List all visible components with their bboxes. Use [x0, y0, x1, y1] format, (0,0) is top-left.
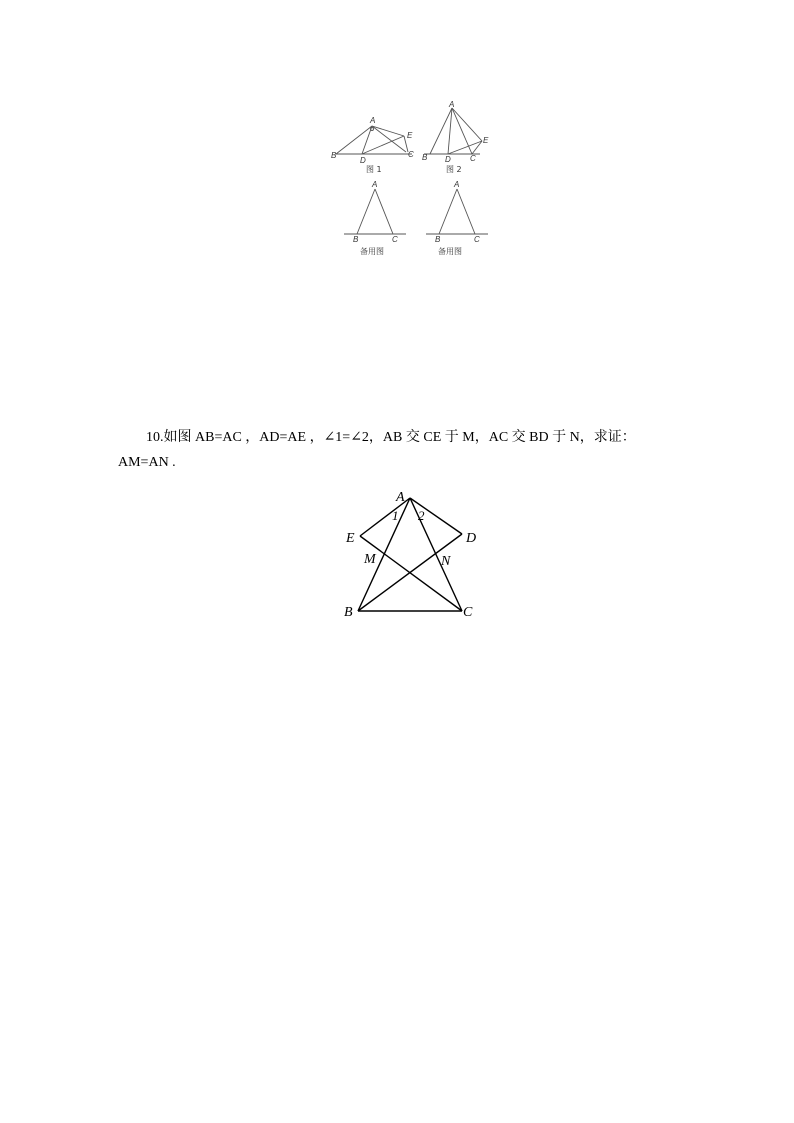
problem-10-figure [340, 486, 490, 626]
fig10-label-b: B [344, 605, 353, 620]
spare1-label-b: B [353, 235, 359, 244]
spare1-label-a: A [372, 180, 378, 189]
fig1-label-d: D [360, 156, 366, 165]
fig2-caption: 图 2 [446, 165, 462, 174]
figure-2-diagram [420, 100, 495, 180]
fig10-label-a: A [396, 490, 405, 505]
spare1-label-c: C [392, 235, 398, 244]
spare2-label-a: A [454, 180, 460, 189]
spare1-caption: 备用图 [360, 247, 384, 256]
fig10-label-m: M [364, 552, 376, 567]
fig10-angle-1: 1 [392, 508, 399, 523]
fig2-label-a: A [449, 100, 455, 109]
fig1-label-e: E [407, 131, 413, 140]
fig10-label-d: D [466, 531, 477, 546]
figure-1 [330, 112, 420, 182]
fig1-caption: 图 1 [366, 165, 382, 174]
fig2-label-d: D [445, 155, 451, 164]
figure-1-diagram [330, 112, 420, 182]
spare-figure-1-diagram [340, 178, 410, 258]
fig10-label-n: N [441, 554, 451, 569]
fig10-label-e: E [346, 531, 355, 546]
fig1-label-b: B [331, 151, 337, 160]
spare2-caption: 备用图 [438, 247, 462, 256]
fig2-label-b: B [422, 153, 428, 162]
problem-10-line-1: 10.如图 AB=AC ，AD=AE ，∠1=∠2，AB 交 CE 于 M，AC 交 BD 于 N，求证： [146, 430, 636, 445]
fig2-label-c: C [470, 154, 476, 163]
fig10-label-c: C [463, 605, 473, 620]
fig1-label-c: C [408, 150, 414, 159]
fig1-label-a: A [370, 116, 376, 125]
spare-figure-2-diagram [422, 178, 492, 258]
fig2-label-e: E [483, 136, 489, 145]
figure-2 [420, 100, 495, 180]
fig10-angle-2: 2 [418, 508, 425, 523]
spare2-label-c: C [474, 235, 480, 244]
spare2-label-b: B [435, 235, 441, 244]
spare-figure-2 [422, 178, 492, 258]
spare-figure-1 [340, 178, 410, 258]
problem-10-diagram [340, 486, 490, 626]
problem-10-line-2: AM=AN . [118, 455, 176, 470]
